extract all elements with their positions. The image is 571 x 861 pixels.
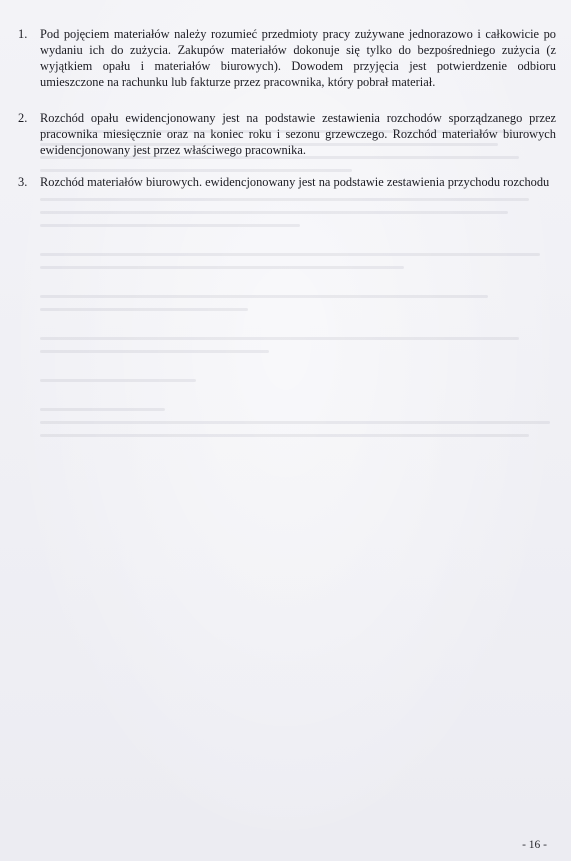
- page-number: - 16 -: [522, 839, 547, 851]
- list-item: [18, 26, 556, 90]
- list-item-number: 3.: [18, 175, 28, 189]
- list-item-number: 2.: [18, 111, 28, 125]
- list-item-text: Pod pojęciem materiałów należy rozumieć przedmioty pracy zużywane jednorazowo i całkowicie po wydaniu ich do zużycia. Zakupów materiałów dokonuje się tylko do bezpośredniego zużycia (z wyjątkiem opału i materiałów biurowych). Dowodem przyjęcia jest potwierdzenie odbioru umieszczone na rachunku lub fakturze przez pracownika, który pobrał materiał.: [40, 27, 556, 89]
- list-item-text: Rozchód opału ewidencjonowany jest na podstawie zestawienia rozchodów sporządzanego przez pracownika miesięcznie oraz na koniec roku i sezonu grzewczego. Rozchód materiałów biurowych ewidencjonowany jest przez właściwego pracownika.: [40, 111, 556, 157]
- numbered-list: [18, 26, 556, 210]
- list-item: [18, 174, 556, 190]
- list-item-text: Rozchód materiałów biurowych. ewidencjonowany jest na podstawie zestawienia przychodu rozchodu: [40, 175, 550, 189]
- list-item-number: 1.: [18, 27, 28, 41]
- list-item: [18, 110, 556, 158]
